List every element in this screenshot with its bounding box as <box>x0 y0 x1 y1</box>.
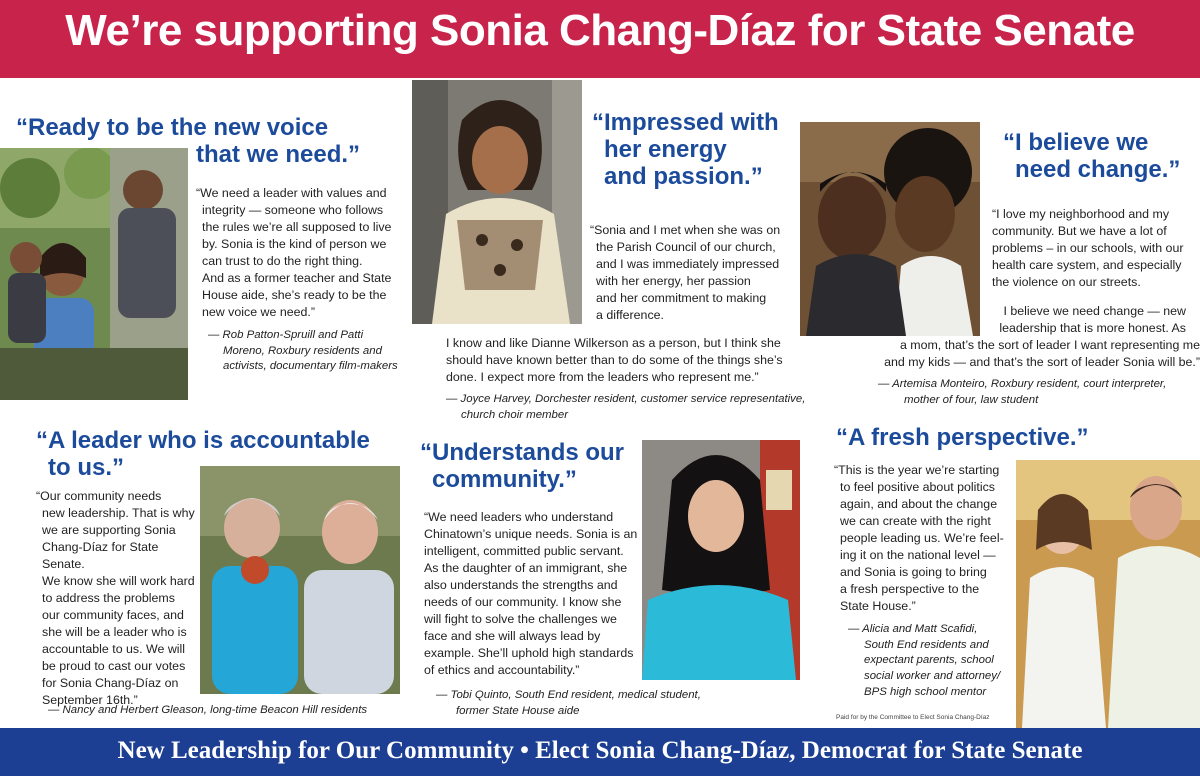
panel-1-attribution: — Rob Patton-Spruill and Patti Moreno, Roxbury residents and activists, documentary film-makers <box>208 329 398 373</box>
header-banner <box>0 0 1200 78</box>
photo-woman-church <box>412 80 582 324</box>
photo-sonia-chinatown <box>642 440 800 680</box>
photo-elderly-couple <box>200 466 400 694</box>
page-title: We’re supporting Sonia Chang-Díaz for State Senate <box>65 6 1135 55</box>
panel-3-attribution: — Artemisa Monteiro, Roxbury resident, court interpreter, mother of four, law student <box>878 378 1167 406</box>
panel-5-body: “We need leaders who understand Chinatown’s unique needs. Sonia is an intelligent, committed public servant. As the daughter of an immigrant, she also understands the strengths and needs of our community. I know she will fight to solve the challenges we face and she will always lead by example. She’ll uphold high standards of ethics and accountability.” <box>424 510 638 677</box>
panel-4-headline: “A leader who is accountable to us.” <box>36 427 370 481</box>
photo-expectant-couple <box>1016 460 1200 728</box>
footer-banner <box>0 728 1200 776</box>
panel-2-headline: “Impressed with her energy and passion.” <box>592 109 779 190</box>
panel-2-attribution: — Joyce Harvey, Dorchester resident, customer service representative, church choir member <box>446 393 806 421</box>
panel-1-body: “We need a leader with values and integrity — someone who follows the rules we’re all supposed to live by. Sonia is the kind of person we can trust to do the right thing. And as a former teacher and State House aide, she’s ready to be the new voice we need.” <box>196 186 392 319</box>
panel-4-body: “Our community needs new leadership. That is why we are supporting Sonia Chang-Díaz for State Senate. We know she will work hard to address the problems our community faces, and she will be a leader who is accountable to us. We will be proud to cast our votes for Sonia Chang-Díaz on September 16th.” <box>36 489 195 707</box>
paid-for-disclaimer: Paid for by the Committee to Elect Sonia Chang-Díaz <box>836 714 990 721</box>
panel-4-attribution: — Nancy and Herbert Gleason, long-time Beacon Hill residents <box>48 704 368 716</box>
panel-5-headline: “Understands our community.” <box>420 439 625 493</box>
panel-1-headline: “Ready to be the new voice that we need.” <box>16 114 361 168</box>
panel-3-body: “I love my neighborhood and my community. But we have a lot of problems – in our schools, with our health care system, and especially the violence on our streets. <box>992 207 1184 289</box>
panel-5-attribution: — Tobi Quinto, South End resident, medical student, former State House aide <box>436 689 701 717</box>
photo-family-garden <box>0 148 188 400</box>
panel-6-body: “This is the year we’re starting to feel positive about politics again, and about the change we can create with the right people leading us. We’re feel- ing it on the national level — and Sonia is going to bring a fresh perspective to the State House.” <box>834 463 1004 613</box>
panel-3-body-continued: I believe we need change — new leadership that is more honest. As a mom, that’s the sort of leader I want representing me and my kids — and that’s the sort of leader Sonia will be.” <box>884 304 1200 369</box>
panel-2-body: “Sonia and I met when she was on the Parish Council of our church, and I was immediately impressed with her energy, her passion and her commitment to making a difference. <box>590 223 781 322</box>
panel-2-body-continued: I know and like Dianne Wilkerson as a person, but I think she should have known better than to do some of the things she’s done. I expect more from the leaders who represent me.” <box>446 336 783 384</box>
panel-6-attribution: — Alicia and Matt Scafidi, South End residents and expectant parents, school social worker and attorney/ BPS high school mentor <box>848 623 1001 698</box>
footer-tagline: New Leadership for Our Community • Elect Sonia Chang-Díaz, Democrat for State Senate <box>117 737 1083 764</box>
panel-6-headline: “A fresh perspective.” <box>836 424 1089 451</box>
panel-3-headline: “I believe we need change.” <box>1003 129 1181 183</box>
